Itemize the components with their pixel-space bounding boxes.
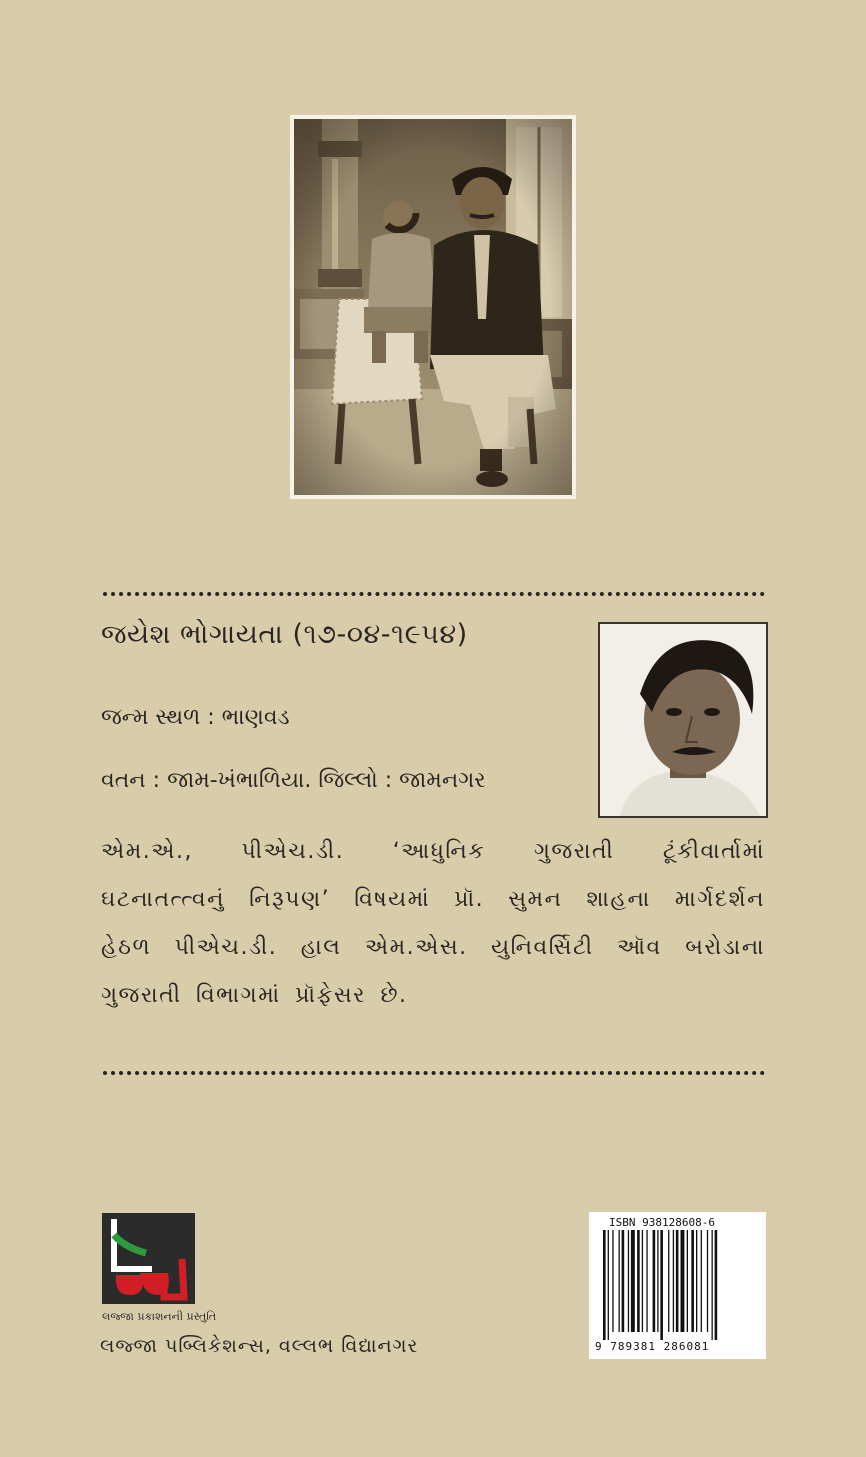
barcode-bar: [681, 1230, 685, 1332]
publisher-name: લજ્જા પબ્લિકેશન્સ, વલ્લભ વિદ્યાનગર: [100, 1335, 419, 1357]
author-name: જયેશ ભોગાયતા (૧૭-૦૪-૧૯૫૪): [101, 619, 468, 650]
isbn-barcode: [589, 1212, 766, 1359]
barcode-bar: [687, 1230, 688, 1332]
author-bio: એમ.એ., પીએચ.ડી. ‘આધુનિક ગુજરાતી ટૂંકીવાર્તામાં ઘટનાતત્ત્વનું નિરૂપણ’ વિષયમાં પ્રૉ. સુમન શાહના માર્ગદર્શન હેઠળ પીએચ.ડી. હાલ એમ.એસ. યુનિવર્સિટી ઑવ બરોડાના ગુજરાતી વિભાગમાં પ્રૉફેસર છે.: [101, 839, 765, 1008]
barcode-bar: [673, 1230, 674, 1332]
author-portrait-image: [600, 624, 766, 816]
barcode-bars: [601, 1230, 754, 1340]
barcode-bar: [603, 1230, 606, 1340]
barcode-bar: [691, 1230, 694, 1332]
barcode-bar: [608, 1230, 609, 1340]
barcode-bar: [631, 1230, 635, 1332]
barcode-bar: [619, 1230, 620, 1332]
hometown: વતન : જામ-ખંભાળિયા. જિલ્લો : જામનગર: [101, 768, 486, 793]
barcode-bar: [676, 1230, 679, 1332]
barcode-bar: [612, 1230, 613, 1332]
barcode-bar: [707, 1230, 708, 1332]
barcode-bar: [712, 1230, 713, 1340]
barcode-bar: [696, 1230, 697, 1332]
birthplace: જન્મ સ્થળ : ભાણવડ: [101, 705, 290, 730]
isbn-label: ISBN 938128608-6: [609, 1216, 715, 1229]
vintage-photo-image: [294, 119, 572, 495]
barcode-bar: [622, 1230, 625, 1332]
barcode-bar: [653, 1230, 656, 1332]
barcode-bar: [637, 1230, 640, 1332]
barcode-bar: [701, 1230, 702, 1332]
barcode-digits: 9 789381 286081: [595, 1340, 710, 1353]
logo-caption: લજ્જા પ્રકાશનની પ્રસ્તુતિ: [102, 1310, 217, 1323]
barcode-bar: [660, 1230, 663, 1340]
author-portrait: [598, 622, 768, 818]
barcode-bar: [657, 1230, 658, 1332]
dotted-divider-top: [103, 592, 765, 596]
vintage-photo: [290, 115, 576, 499]
barcode-bar: [642, 1230, 643, 1332]
dotted-divider-bottom: [103, 1071, 765, 1075]
barcode-bar: [715, 1230, 718, 1340]
barcode-bar: [628, 1230, 629, 1332]
barcode-bar: [668, 1230, 669, 1332]
publisher-logo: [102, 1213, 195, 1304]
barcode-bar: [646, 1230, 647, 1332]
